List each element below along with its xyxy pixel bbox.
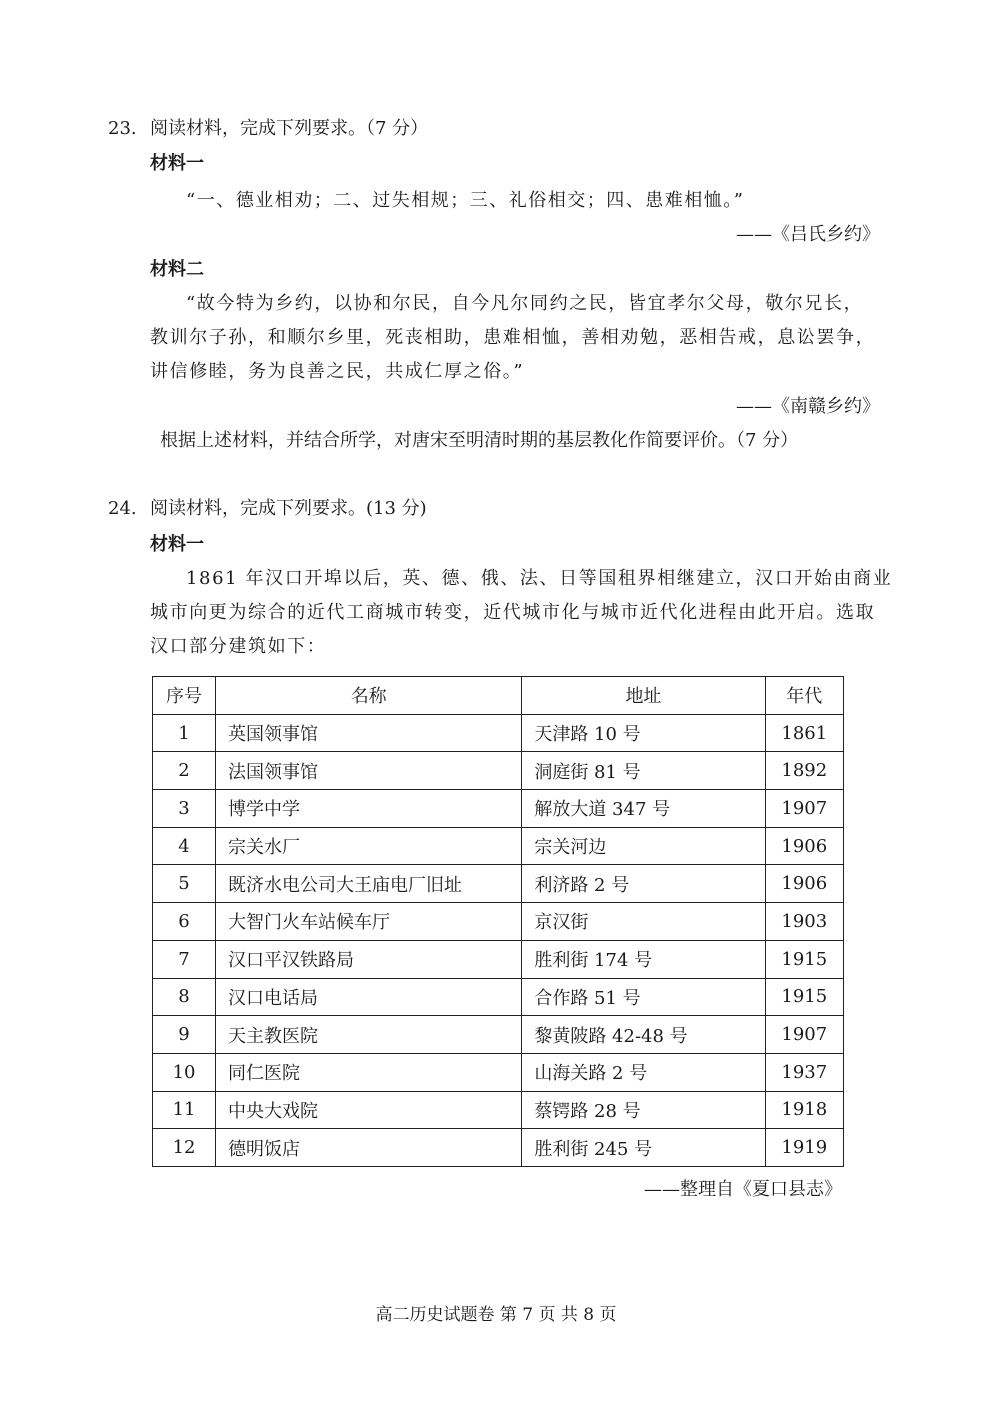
q24-paragraph-line3: 汉口部分建筑如下： — [150, 636, 327, 657]
building-year-cell: 1915 — [765, 940, 843, 978]
building-year-cell: 1903 — [765, 903, 843, 941]
header-cell-address: 地址 — [522, 677, 765, 715]
q24-prompt: 阅读材料，完成下列要求。(13 分) — [150, 498, 427, 519]
building-year-cell: 1906 — [765, 827, 843, 865]
table-row — [153, 903, 844, 941]
building-address-cell: 胜利街 174 号 — [522, 940, 765, 978]
q24-paragraph-line1: 1861 年汉口开埠以后，英、德、俄、法、日等国租界相继建立，汉口开始由商业 — [186, 568, 893, 589]
building-year-cell: 1915 — [765, 978, 843, 1016]
row-number-cell: 7 — [153, 940, 216, 978]
building-year-cell: 1907 — [765, 1016, 843, 1054]
header-cell-number: 序号 — [153, 677, 216, 715]
table-row — [153, 1053, 844, 1091]
row-number-cell: 9 — [153, 1016, 216, 1054]
building-address-cell: 利济路 2 号 — [522, 865, 765, 903]
building-address-cell: 京汉街 — [522, 903, 765, 941]
table-row — [153, 1091, 844, 1129]
building-name-cell: 法国领事馆 — [216, 752, 522, 790]
building-name-cell: 汉口电话局 — [216, 978, 522, 1016]
building-address-cell: 合作路 51 号 — [522, 978, 765, 1016]
q23-material2-title: 材料二 — [150, 259, 204, 280]
row-number-cell: 6 — [153, 903, 216, 941]
q23-material2-line1: “故今特为乡约，以协和尔民，自今凡尔同约之民，皆宜孝尔父母，敬尔兄长， — [186, 293, 864, 314]
table-row — [153, 940, 844, 978]
building-name-cell: 宗关水厂 — [216, 827, 522, 865]
table-source: ——整理自《夏口县志》 — [644, 1179, 842, 1200]
building-address-cell: 胜利街 245 号 — [522, 1129, 765, 1167]
table-row — [153, 865, 844, 903]
buildings-table — [152, 676, 844, 1167]
building-name-cell: 同仁医院 — [216, 1053, 522, 1091]
q23-material2-line3: 讲信修睦，务为良善之民，共成仁厚之俗。” — [150, 361, 525, 382]
row-number-cell: 1 — [153, 714, 216, 752]
q23-prompt: 阅读材料，完成下列要求。（7 分） — [150, 118, 429, 139]
building-name-cell: 天主教医院 — [216, 1016, 522, 1054]
row-number-cell: 3 — [153, 790, 216, 828]
table-row — [153, 714, 844, 752]
header-cell-name: 名称 — [216, 677, 522, 715]
table-row — [153, 752, 844, 790]
building-year-cell: 1918 — [765, 1091, 843, 1129]
row-number-cell: 11 — [153, 1091, 216, 1129]
q23-material1-title: 材料一 — [150, 153, 204, 174]
table-row — [153, 1016, 844, 1054]
building-address-cell: 宗关河边 — [522, 827, 765, 865]
table-row — [153, 1129, 844, 1167]
row-number-cell: 10 — [153, 1053, 216, 1091]
q24-paragraph-line2: 城市向更为综合的近代工商城市转变，近代城市化与城市近代化进程由此开启。选取 — [150, 602, 876, 623]
building-address-cell: 天津路 10 号 — [522, 714, 765, 752]
building-name-cell: 博学中学 — [216, 790, 522, 828]
building-address-cell: 黎黄陂路 42-48 号 — [522, 1016, 765, 1054]
q24-number: 24. — [108, 498, 137, 519]
building-name-cell: 汉口平汉铁路局 — [216, 940, 522, 978]
table-row — [153, 827, 844, 865]
building-name-cell: 大智门火车站候车厅 — [216, 903, 522, 941]
building-name-cell: 中央大戏院 — [216, 1091, 522, 1129]
building-address-cell: 山海关路 2 号 — [522, 1053, 765, 1091]
q24-material1-title: 材料一 — [150, 534, 204, 555]
building-address-cell: 洞庭街 81 号 — [522, 752, 765, 790]
page-footer: 高二历史试题卷 第 7 页 共 8 页 — [375, 1305, 617, 1325]
building-year-cell: 1919 — [765, 1129, 843, 1167]
table-row — [153, 978, 844, 1016]
q23-material2-line2: 教训尔子孙，和顺尔乡里，死丧相助，患难相恤，善相劝勉，恶相告戒，息讼罢争， — [150, 327, 876, 348]
building-year-cell: 1906 — [765, 865, 843, 903]
table-header-row — [153, 677, 844, 715]
building-year-cell: 1892 — [765, 752, 843, 790]
q23-number: 23. — [108, 118, 137, 139]
row-number-cell: 5 — [153, 865, 216, 903]
building-name-cell: 德明饭店 — [216, 1129, 522, 1167]
q23-question: 根据上述材料，并结合所学，对唐宋至明清时期的基层教化作简要评价。（7 分） — [160, 430, 799, 451]
row-number-cell: 4 — [153, 827, 216, 865]
building-name-cell: 英国领事馆 — [216, 714, 522, 752]
building-address-cell: 蔡锷路 28 号 — [522, 1091, 765, 1129]
row-number-cell: 8 — [153, 978, 216, 1016]
building-address-cell: 解放大道 347 号 — [522, 790, 765, 828]
table-row — [153, 790, 844, 828]
q23-material1-source: ——《吕氏乡约》 — [736, 224, 880, 245]
header-cell-year: 年代 — [765, 677, 843, 715]
building-year-cell: 1861 — [765, 714, 843, 752]
building-year-cell: 1907 — [765, 790, 843, 828]
row-number-cell: 2 — [153, 752, 216, 790]
q23-material1-quote: “一、德业相劝；二、过失相规；三、礼俗相交；四、患难相恤。” — [186, 190, 745, 211]
building-year-cell: 1937 — [765, 1053, 843, 1091]
row-number-cell: 12 — [153, 1129, 216, 1167]
q23-material2-source: ——《南赣乡约》 — [736, 396, 880, 417]
building-name-cell: 既济水电公司大王庙电厂旧址 — [216, 865, 522, 903]
